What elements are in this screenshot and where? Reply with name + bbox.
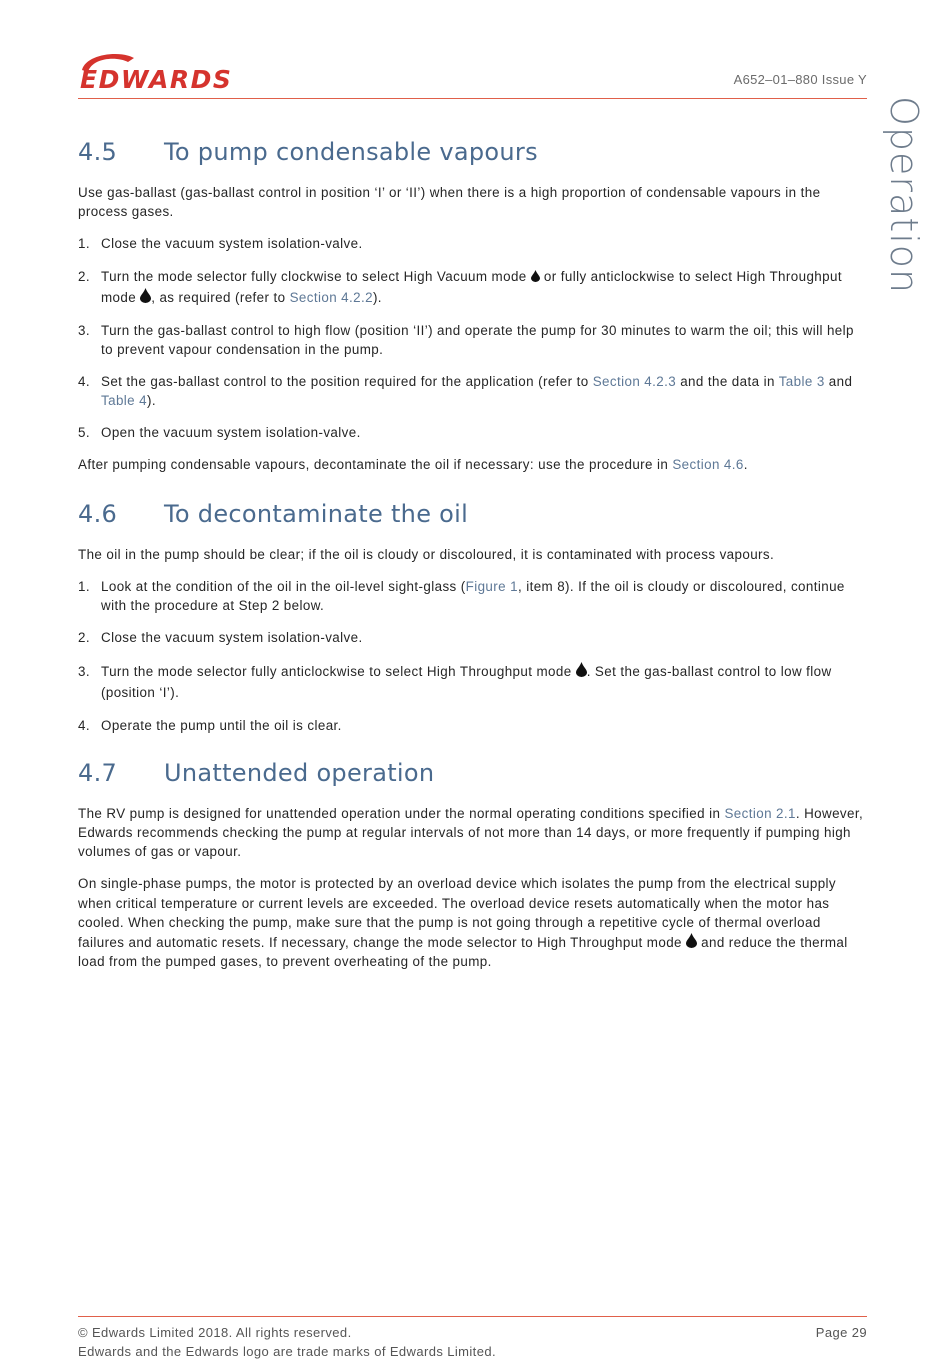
copyright-text: © Edwards Limited 2018. All rights reserved. (78, 1325, 352, 1340)
section-title: To pump condensable vapours (164, 138, 538, 166)
oil-drop-large-icon (686, 933, 697, 948)
document-reference: A652–01–880 Issue Y (733, 72, 867, 87)
list-item: 1. Look at the condition of the oil in the oil-level sight-glass (Figure 1, item 8). If the oil is cloudy or discoloured, continue with the procedure at Step 2 below. (78, 579, 845, 613)
section-heading-4-5 (78, 138, 866, 166)
list-item: 4. Operate the pump until the oil is clear. (78, 718, 342, 733)
list-item: 2. Turn the mode selector fully clockwise to select High Vacuum mode or fully anticlockwise to select High Throughput mode , as required (refer to Section 4.2.2). (78, 266, 866, 308)
list-item: 4. Set the gas-ballast control to the position required for the application (refer to Section 4.2.3 and the data in Table 3 and Table 4). (78, 374, 853, 408)
procedure-list-4-5 (78, 234, 866, 442)
side-tab-label: Operation (882, 96, 926, 295)
oil-drop-large-icon (576, 662, 587, 677)
list-number: 4. (78, 374, 90, 389)
page-footer (78, 1323, 867, 1361)
list-number: 2. (78, 630, 90, 645)
section-intro: Use gas-ballast (gas-ballast control in position ‘I’ or ‘II’) when there is a high proportion of condensable vapours in the process gases. (78, 185, 821, 219)
section-intro: The oil in the pump should be clear; if the oil is cloudy or discoloured, it is contaminated with process vapours. (78, 547, 775, 562)
section-heading-4-6 (78, 500, 866, 528)
procedure-list-4-6 (78, 577, 866, 735)
after-paragraph: After pumping condensable vapours, decontaminate the oil if necessary: use the procedure in Section 4.6. (78, 457, 748, 472)
section-link[interactable]: Section 4.2.2 (289, 290, 373, 305)
oil-drop-large-icon (140, 288, 151, 303)
section-number: 4.7 (78, 759, 118, 787)
body-paragraph: On single-phase pumps, the motor is protected by an overload device which isolates the pump from the electrical supply when critical temperature or current levels are exceeded. The overload device resets automatically when the motor has cooled. When checking the pump, make sure that the pump is not going through a repetitive cycle of thermal overload failures and automatic resets. If necessary, change the mode selector to High Throughput mode and reduce the thermal load from the pumped gases, to prevent overheating of the pump. (78, 876, 848, 969)
page-content (78, 138, 866, 972)
section-number: 4.5 (78, 138, 118, 166)
section-side-tab (882, 96, 926, 295)
table-link[interactable]: Table 4 (101, 393, 147, 408)
section-link[interactable]: Section 2.1 (724, 806, 796, 821)
svg-text:EDWARDS: EDWARDS (80, 65, 233, 94)
body-paragraph: The RV pump is designed for unattended operation under the normal operating conditions specified in Section 2.1. However, Edwards recommends checking the pump at regular intervals of not more than 14 days, or more frequently if pumping high volumes of gas or vapour. (78, 806, 864, 859)
edwards-logo (76, 48, 300, 94)
table-link[interactable]: Table 3 (778, 374, 825, 389)
list-item: 3. Turn the mode selector fully anticlockwise to select High Throughput mode . Set the gas-ballast control to low flow (position ‘I’). (78, 661, 866, 703)
oil-drop-icon (531, 270, 540, 282)
section-link[interactable]: Section 4.6 (672, 457, 744, 472)
list-number: 4. (78, 718, 90, 733)
list-number: 3. (78, 664, 90, 679)
list-number: 3. (78, 323, 90, 338)
list-number: 2. (78, 269, 90, 284)
header-rule (78, 98, 867, 99)
figure-link[interactable]: Figure 1 (465, 579, 518, 594)
list-item: 3. Turn the gas-ballast control to high flow (position ‘II’) and operate the pump for 30 minutes to warm the oil; this will help to prevent vapour condensation in the pump. (78, 323, 854, 357)
page-number: Page 29 (815, 1325, 867, 1340)
section-number: 4.6 (78, 500, 118, 528)
footer-rule (78, 1316, 867, 1317)
section-title: To decontaminate the oil (164, 500, 469, 528)
list-number: 1. (78, 579, 90, 594)
trademark-text: Edwards and the Edwards logo are trade marks of Edwards Limited. (78, 1344, 496, 1359)
section-link[interactable]: Section 4.2.3 (592, 374, 677, 389)
section-heading-4-7 (78, 759, 866, 787)
list-item: 2. Close the vacuum system isolation-valve. (78, 630, 363, 645)
list-number: 5. (78, 425, 90, 440)
list-item: 5. Open the vacuum system isolation-valve. (78, 425, 361, 440)
list-number: 1. (78, 236, 90, 251)
section-title: Unattended operation (164, 759, 435, 787)
list-item: 1. Close the vacuum system isolation-valve. (78, 236, 363, 251)
